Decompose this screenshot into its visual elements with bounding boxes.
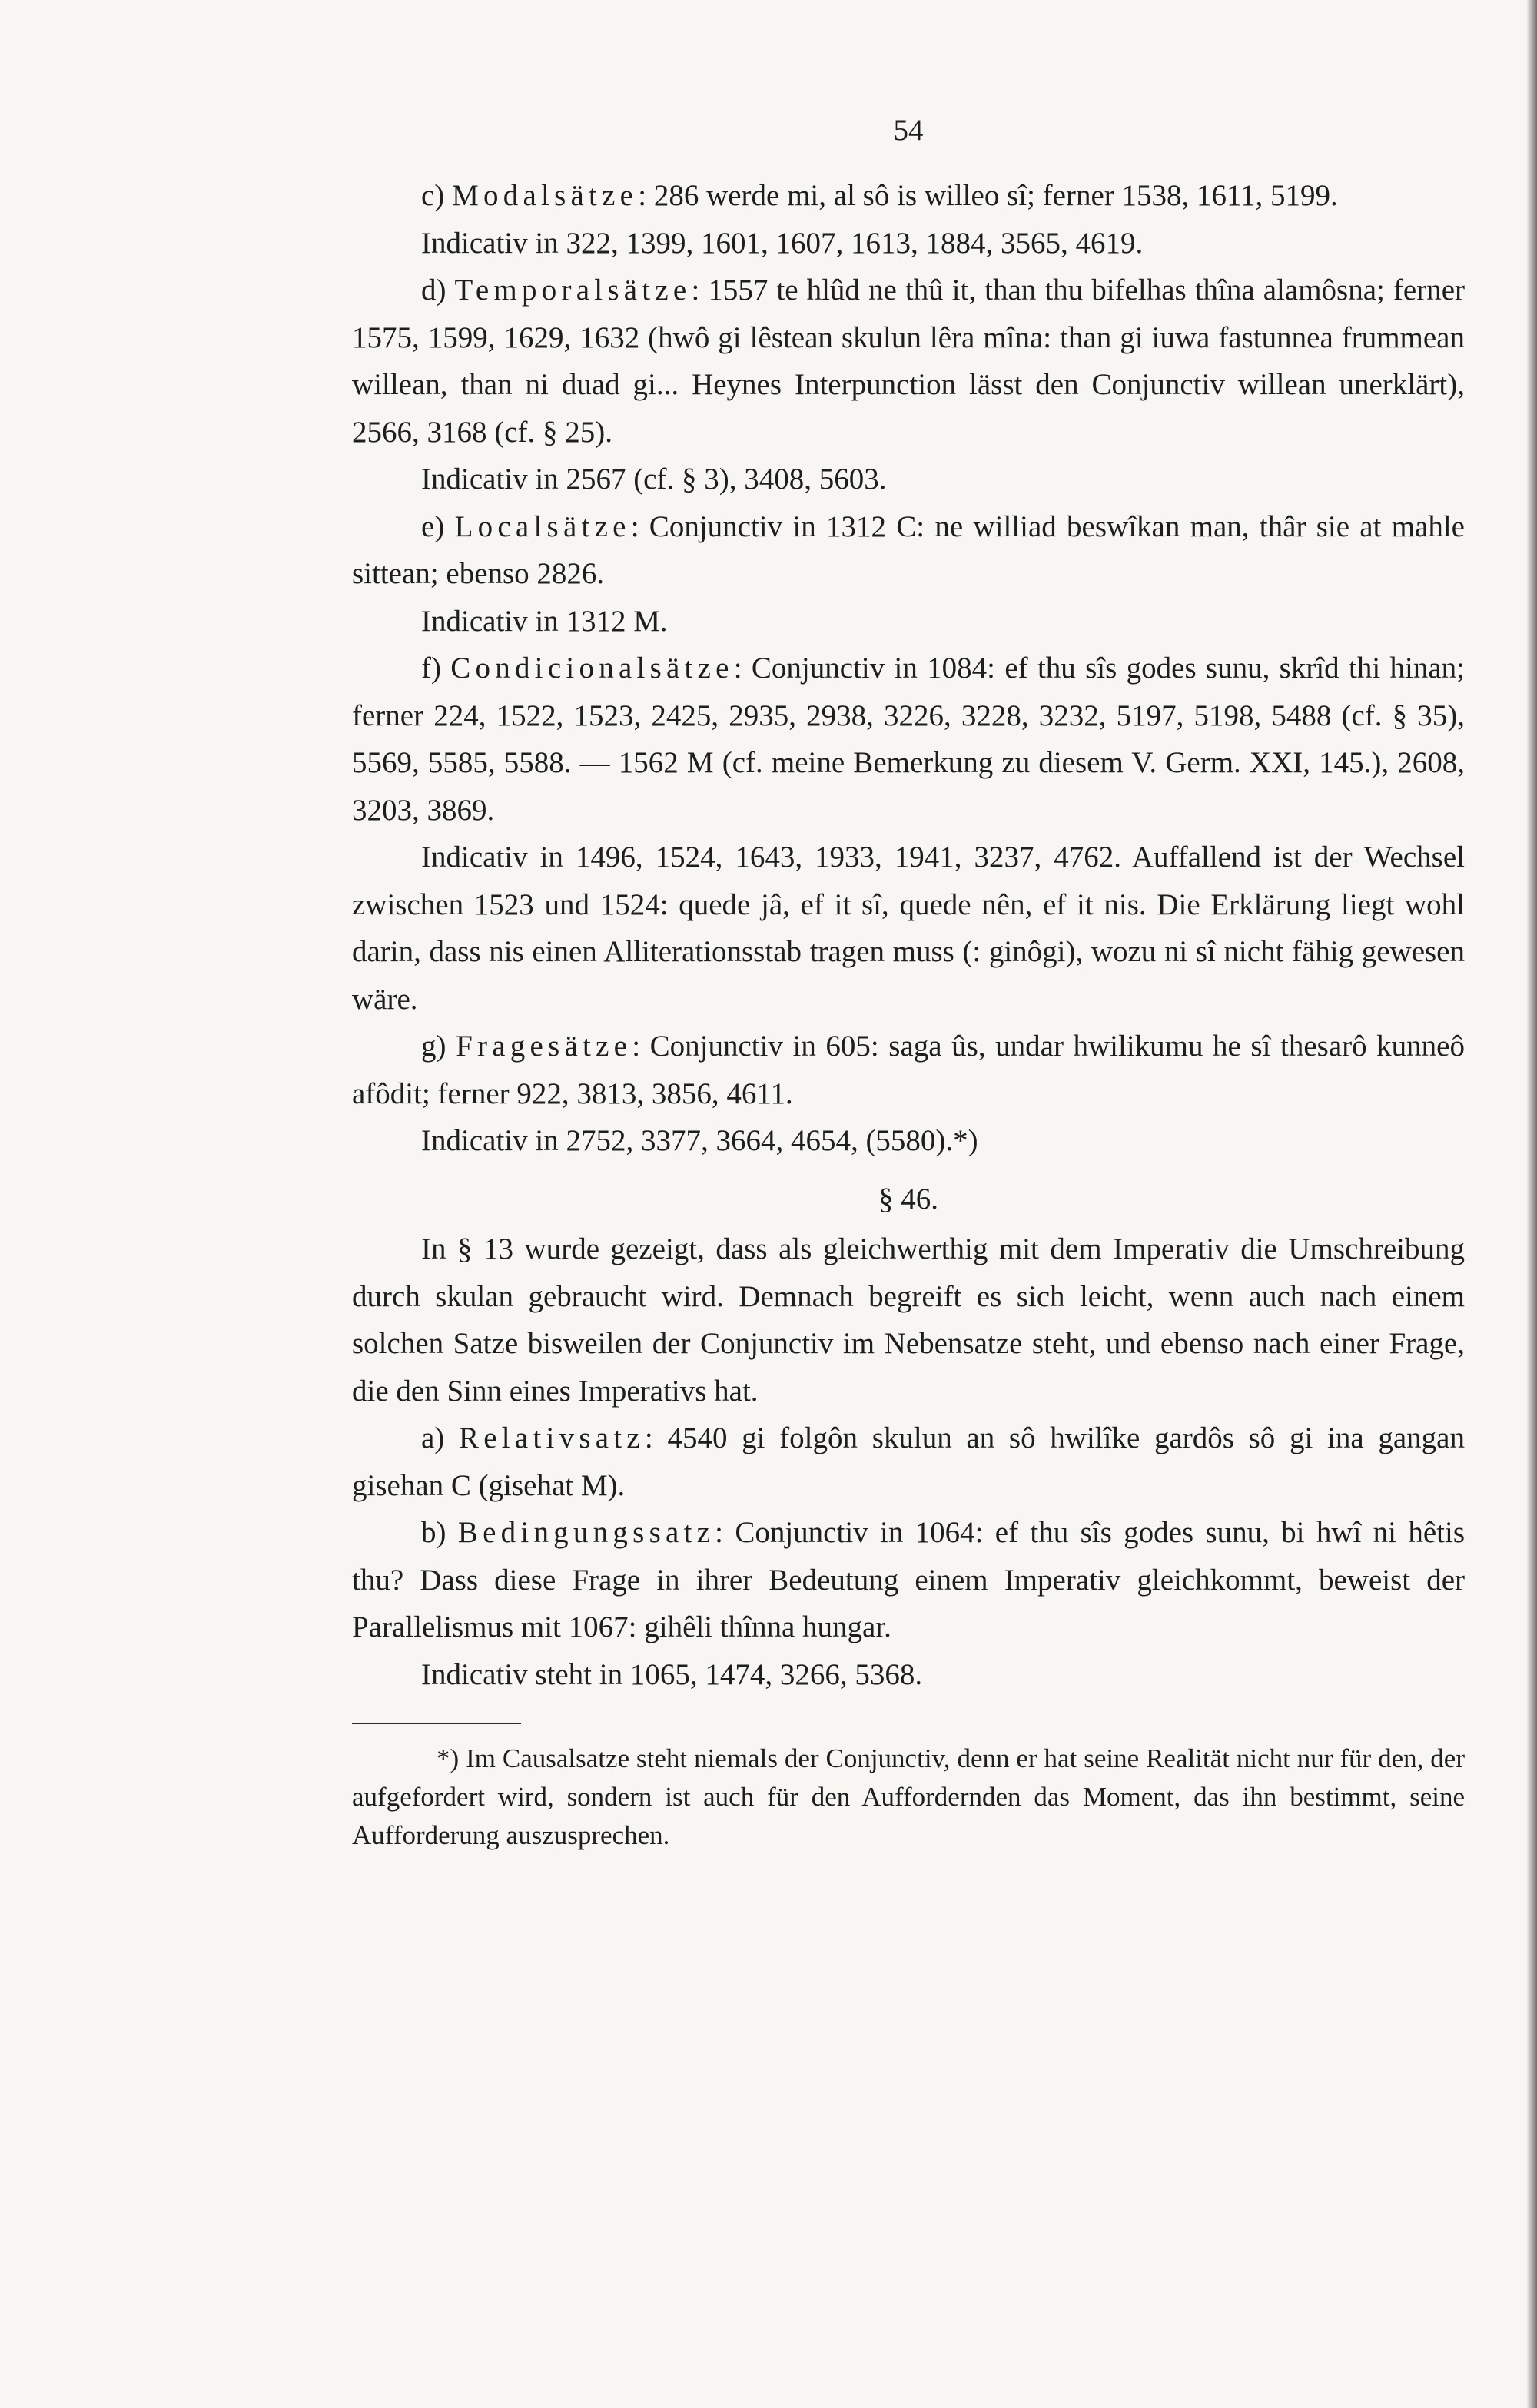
term-temporalsaetze: Temporalsätze bbox=[454, 274, 692, 307]
item-label: c) bbox=[421, 179, 453, 212]
page-text bbox=[352, 100, 1465, 1855]
indicativ-condicionalsaetze: Indicativ in 1496, 1524, 1643, 1933, 1941, 3237, 4762. Auffallend ist der Wechsel zwischen 1523 und 1524: quede jâ, ef it sî, quede nên, ef it nis. Die Erklärung liegt wohl darin, dass nis einen Alliterationsstab tragen muss (: ginôgi), wozu ni sî nicht fähig gewesen wäre. bbox=[352, 841, 1465, 1016]
term-localsaetze: Localsätze bbox=[454, 509, 631, 543]
term-modalsaetze: Modalsätze bbox=[452, 179, 639, 212]
paragraph-condicionalsaetze bbox=[352, 645, 1465, 834]
paragraph-fragesaetze bbox=[352, 1023, 1465, 1117]
paragraph-text: : Conjunctiv in 1084: ef thu sîs godes sunu, skrîd thi hinan; ferner 224, 1522, 1523, 2425, 2935, 2938, 3226, 3228, 3232, 5197, 5198, 5488 (cf. § 35), 5569, 5585, 5588. — 1562 M (cf. meine Bemerkung zu diesem V. Germ. XXI, 145.), 2608, 3203, 3869. bbox=[352, 652, 1465, 827]
paragraph-text: : 1557 te hlûd ne thû it, than thu bifelhas thîna alamôsna; ferner 1575, 1599, 1629, 1632 (hwô gi lêstean skulun lêra mîna: than gi iuwa fastunnea frummean willean, than ni duad gi... Heynes Interpunction lässt den Conjunctiv willean unerklärt), 2566, 3168 (cf. § 25). bbox=[352, 274, 1465, 449]
term-relativsatz: Relativsatz bbox=[459, 1421, 645, 1454]
section-intro: In § 13 wurde gezeigt, dass als gleichwerthig mit dem Imperativ die Umschreibung durch skulan gebraucht wird. Demnach begreift es sich leicht, wenn auch nach einem solchen Satze bisweilen der Conjunctiv im Nebensatze steht, und ebenso nach einer Frage, die den Sinn eines Imperativs hat. bbox=[352, 1232, 1465, 1408]
item-label: b) bbox=[421, 1516, 458, 1549]
item-label: d) bbox=[421, 274, 455, 307]
term-bedingungssatz: Bedingungssatz bbox=[457, 1516, 715, 1549]
page-edge-shadow bbox=[1526, 0, 1537, 2408]
paragraph-text: : Conjunctiv in 605: saga ûs, undar hwilikumu he sî thesarô kunneô afôdit; ferner 922, 3813, 3856, 4611. bbox=[352, 1030, 1465, 1110]
footnote-rule bbox=[352, 1723, 521, 1724]
paragraph-bedingungssatz bbox=[352, 1509, 1465, 1651]
paragraph-localsaetze bbox=[352, 503, 1465, 598]
indicativ-fragesaetze: Indicativ in 2752, 3377, 3664, 4654, (5580).*) bbox=[421, 1124, 978, 1157]
indicativ-section: Indicativ steht in 1065, 1474, 3266, 5368. bbox=[421, 1657, 923, 1691]
paragraph-relativsatz bbox=[352, 1415, 1465, 1509]
item-label: g) bbox=[421, 1030, 456, 1063]
item-label: e) bbox=[421, 509, 455, 543]
indicativ-localsaetze: Indicativ in 1312 M. bbox=[421, 604, 668, 638]
paragraph-temporalsaetze bbox=[352, 267, 1465, 456]
item-label: a) bbox=[421, 1421, 459, 1454]
term-condicionalsaetze: Condicionalsätze bbox=[450, 652, 734, 685]
paragraph-modalsaetze bbox=[352, 172, 1465, 220]
paragraph-text: : 286 werde mi, al sô is willeo sî; ferner 1538, 1611, 5199. bbox=[638, 179, 1338, 212]
indicativ-modalsaetze: Indicativ in 322, 1399, 1601, 1607, 1613, 1884, 3565, 4619. bbox=[421, 226, 1144, 260]
item-label: f) bbox=[421, 652, 451, 685]
indicativ-temporalsaetze: Indicativ in 2567 (cf. § 3), 3408, 5603. bbox=[421, 463, 887, 496]
footnote: *) Im Causalsatze steht niemals der Conjunctiv, denn er hat seine Realität nicht nur für den, der aufgefordert wird, sondern ist auch für den Auffordernden das Moment, das ihn bestimmt, seine Aufforderung auszusprechen. bbox=[352, 1743, 1465, 1850]
term-fragesaetze: Fragesätze bbox=[456, 1030, 632, 1063]
section-heading: § 46. bbox=[878, 1182, 938, 1216]
paragraph-text: : Conjunctiv in 1312 C: ne williad beswîkan man, thâr sie at mahle sittean; ebenso 2826. bbox=[352, 509, 1465, 590]
page-number: 54 bbox=[893, 114, 924, 147]
paragraph-text: : 4540 gi folgôn skulun an sô hwilîke gardôs sô gi ina gangan gisehan C (gisehat M). bbox=[352, 1421, 1465, 1502]
paragraph-text: : Conjunctiv in 1064: ef thu sîs godes sunu, bi hwî ni hêtis thu? Dass diese Frage in ihrer Bedeutung einem Imperativ gleichkommt, beweist der Parallelismus mit 1067: gihêli thînna hungar. bbox=[352, 1516, 1465, 1643]
